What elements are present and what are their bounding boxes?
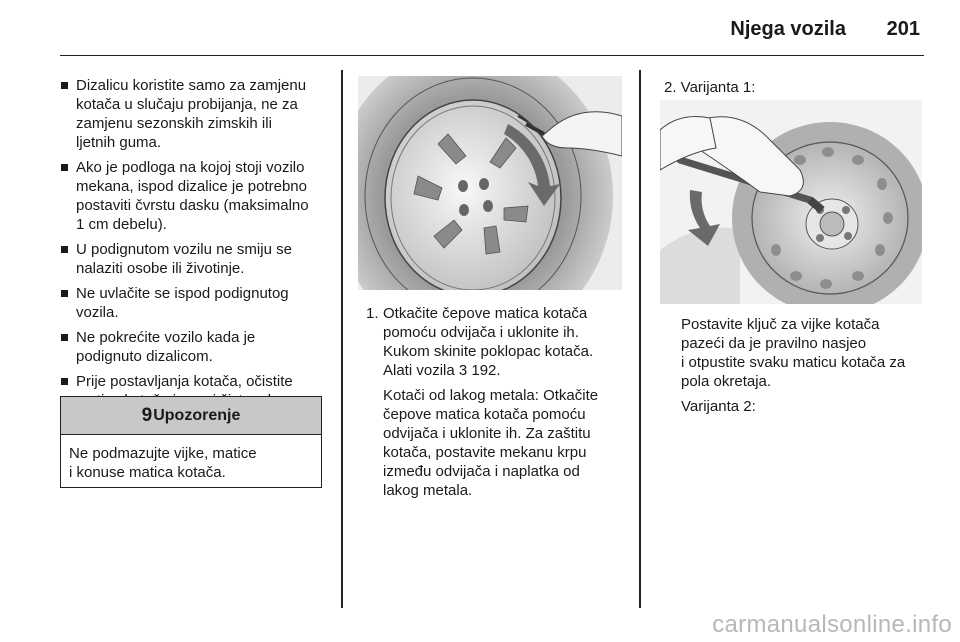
bullet-item: Ako je podloga na kojoj stoji vozilo mekana, ispod dizalice je potrebno postaviti čvrstu dasku (maksimalno 1 cm debelu).: [60, 158, 328, 234]
watermark: carmanualsonline.info: [712, 611, 952, 638]
warning-header: [61, 397, 321, 435]
safety-bullet-list: [60, 76, 328, 410]
step-2-heading: 2. Varijanta 1:: [664, 79, 756, 96]
variant-1-instructions: Postavite ključ za vijke kotača pazeći da je pravilno nasjeo i otpustite svaku maticu kotača za pola okretaja.: [681, 316, 906, 390]
bullet-item: Prije postavljanja kotača, očistite: [60, 372, 328, 410]
section-title: Njega vozila: [730, 18, 846, 40]
warning-box: [60, 396, 322, 488]
bullet-item: Ne pokrećite vozilo kada je podignuto dizalicom.: [60, 328, 328, 366]
page-header: [60, 0, 924, 56]
left-column: [60, 76, 328, 416]
warning-text: Ne podmazujte vijke, matice i konuse matica kotača.: [69, 445, 257, 481]
bullet-item: Dizalicu koristite samo za zamjenu kotača u slučaju probijanja, ne za zamjenu sezonskih zimskih ili ljetnih guma.: [60, 76, 328, 152]
page-number: 201: [886, 18, 920, 40]
bullet-item: Ne uvlačite se ispod podignutog vozila.: [60, 284, 328, 322]
variant-2-heading: Varijanta 2:: [681, 398, 756, 415]
wheel-nut-loosening-illustration: [660, 100, 922, 304]
step-2-text: [681, 315, 927, 416]
step-1-text: [366, 304, 628, 500]
step-number: 1.: [366, 305, 379, 322]
alloy-wheel-note: Kotači od lakog metala: Otkačite čepove matica kotača pomoću odvijača i uklonite ih. Za zaštitu kotača, postavite mekanu krpu između odvijača i naplatka od lakog metala.: [383, 387, 599, 499]
warning-title: Upozorenje: [153, 407, 241, 424]
bullet-item: U podignutom vozilu ne smiju se nalaziti osobe ili životinje.: [60, 240, 328, 278]
warning-icon: 9: [141, 405, 153, 426]
step-1: 1. Otkačite čepove matica kotača pomoću odvijača i uklonite ih. Kukom skinite poklopac kotača. Alati vozila 3 192.: [366, 305, 594, 379]
wheel-cover-removal-illustration: [358, 76, 622, 290]
column-divider-2: [639, 70, 641, 608]
column-divider-1: [341, 70, 343, 608]
